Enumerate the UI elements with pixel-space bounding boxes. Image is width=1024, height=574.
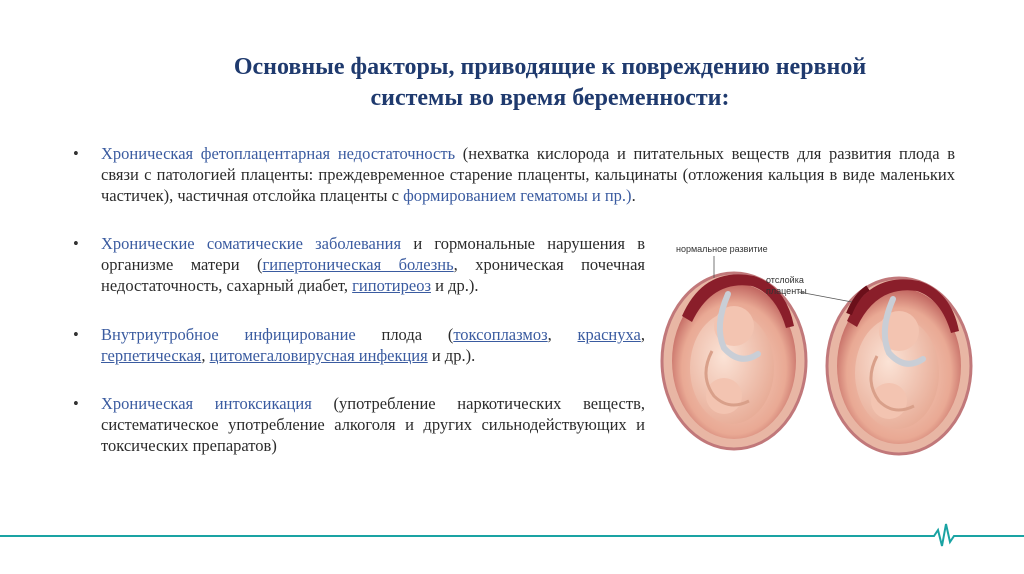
list-item-fetoplacental [73,143,956,206]
label-normal: нормальное развитие [676,244,768,254]
list-item-infection [73,324,645,366]
term-fetoplacental: Хроническая фетоплацентарная недостаточность [101,144,456,163]
title-line-2: системы во время беременности: [370,85,730,111]
label-abruption-1: отслойка [766,275,804,285]
link-rubella[interactable]: краснуха [577,325,641,344]
link-cytomegalovirus[interactable]: цитомегаловирусная инфекция [209,346,428,365]
link-hypertension[interactable]: гипертоническая болезнь [262,255,454,274]
link-hematoma[interactable]: формированием гематомы и пр.) [403,186,632,205]
bullet: • [73,234,79,253]
item2-text-1: и гормональные нарушения в организме матери ( [101,234,645,274]
bullet: • [73,394,79,413]
item2-text-3: и др.). [430,276,479,295]
term-infection: Внутриутробное инфицирование [101,325,356,344]
item1-end: . [631,186,636,205]
bullet: • [73,144,79,163]
link-toxoplasmosis[interactable]: токсоплазмоз [453,325,548,344]
term-somatic: Хронические соматические заболевания [101,234,402,253]
item1-text: (нехватка кислорода и питательных веществ для развития плода в связи с патологией плаценты: преждевременное старение плаценты, кальцинаты (отложения кальция в виде маленьких частичек), частичная отслойка плаценты с [101,144,956,205]
leader-line [799,292,852,302]
uterus-normal [662,273,806,449]
pregnancy-illustration [654,236,984,461]
item4-text: (употребление наркотических веществ, систематическое употребление алкоголя и других сильнодействующих и токсических препаратов) [101,394,645,455]
separator: , [547,325,578,344]
page-title [100,52,1000,114]
item2-text-2: , хроническая почечная недостаточность, сахарный диабет, [101,255,645,295]
bullet: • [73,325,79,344]
label-abruption-2: плаценты [766,286,807,296]
list-item-intoxication [73,393,645,456]
item3-text-1: плода ( [355,325,454,344]
link-hypothyroidism[interactable]: гипотиреоз [352,276,431,295]
separator: , [640,325,645,344]
list-item-somatic [73,233,645,296]
term-intoxication: Хроническая интоксикация [101,394,312,413]
title-line-1: Основные факторы, приводящие к повреждению нервной [233,54,867,80]
link-herpes[interactable]: герпетическая [101,346,202,365]
heartbeat-divider [0,518,1024,558]
item3-text-2: и др.). [427,346,476,365]
uterus-abruption [827,278,971,454]
separator: , [201,346,210,365]
